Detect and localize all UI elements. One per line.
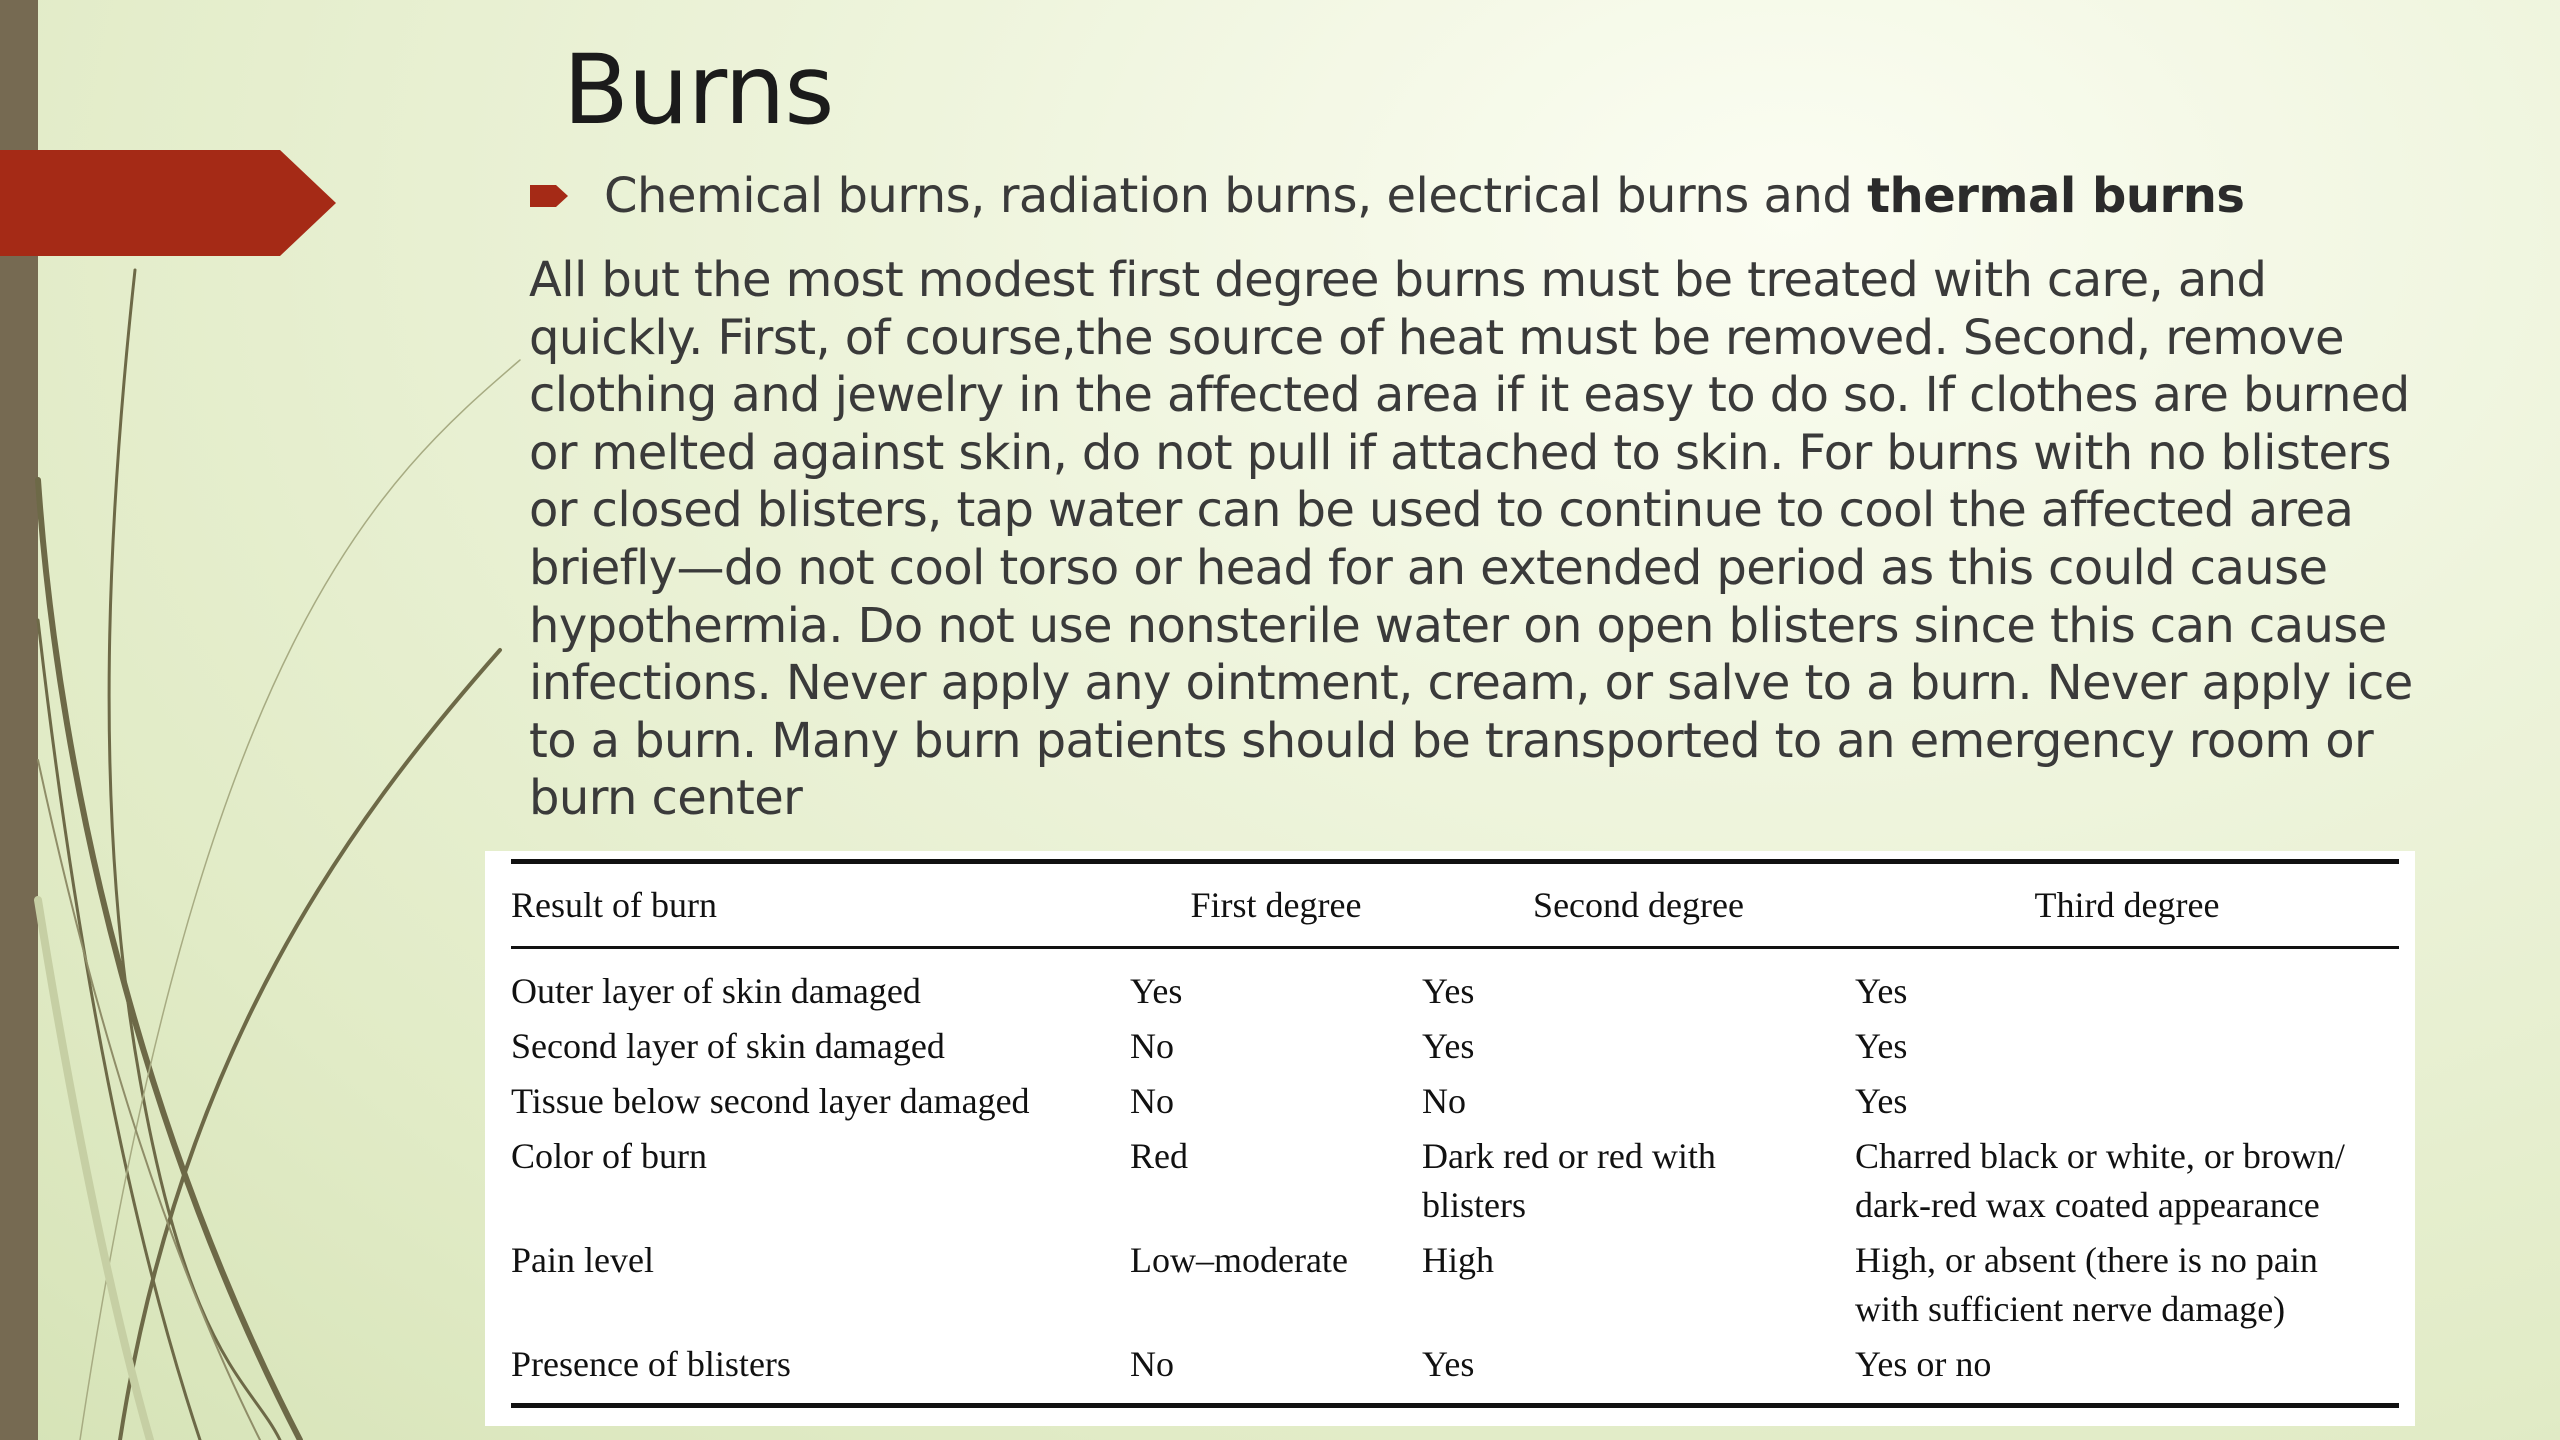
table-cell: Yes — [1855, 1081, 1908, 1121]
table-cell: Yes — [1855, 971, 1908, 1011]
bullet-item — [530, 168, 2244, 224]
table-cell: Yes — [1422, 971, 1475, 1011]
body-paragraph: All but the most modest first degree burns must be treated with care, and quickly. First, of course,the source of heat must be removed. Second, remove clothing and jewelry in the affected area if it easy to do so. If clothes are burned or melted against skin, do not pull if attached to skin. For burns with no blisters or closed blisters, tap water can be used to continue to cool the affected area briefly—do not cool torso or head for an extended period as this could cause hypothermia. Do not use nonsterile water on open blisters since this can cause infections. Never apply any ointment, cream, or salve to a burn. Never apply ice to a burn. Many burn patients should be transported to an emergency room or burn center — [529, 252, 2413, 827]
table-cell: Yes — [1855, 1026, 1908, 1066]
burn-degree-table — [511, 859, 2399, 1408]
table-cell: Low–moderate — [1130, 1240, 1348, 1280]
table-cell: Charred black or white, or brown/ dark-red wax coated appearance — [1855, 1136, 2345, 1225]
table-cell: Yes — [1422, 1026, 1475, 1066]
table-row — [511, 1233, 2399, 1337]
table-row — [511, 1074, 2399, 1129]
header-result: Result of burn — [511, 862, 1130, 948]
header-first-degree: First degree — [1130, 862, 1422, 948]
table-cell: Dark red or red with blisters — [1422, 1136, 1716, 1225]
table-cell: Outer layer of skin damaged — [511, 971, 921, 1011]
table-cell: High, or absent (there is no pain with sufficient nerve damage) — [1855, 1240, 2318, 1329]
table-cell: Yes — [1422, 1344, 1475, 1384]
table-cell: Pain level — [511, 1240, 654, 1280]
header-third-degree: Third degree — [1855, 862, 2399, 948]
table-cell: Color of burn — [511, 1136, 707, 1176]
table-cell: Second layer of skin damaged — [511, 1026, 945, 1066]
table-cell: Presence of blisters — [511, 1344, 791, 1384]
table-cell: Yes — [1130, 971, 1183, 1011]
table-cell: No — [1130, 1081, 1174, 1121]
bullet-text-plain: Chemical burns, radiation burns, electrical burns and — [604, 168, 1868, 224]
bullet-text — [604, 168, 2244, 224]
table-cell: No — [1422, 1081, 1466, 1121]
table-cell: Red — [1130, 1136, 1188, 1176]
table-cell: Yes or no — [1855, 1344, 1992, 1384]
burn-table-image — [485, 851, 2415, 1426]
header-second-degree: Second degree — [1422, 862, 1855, 948]
bullet-text-bold: thermal burns — [1867, 168, 2245, 224]
table-cell: High — [1422, 1240, 1494, 1280]
title-arrow-marker — [0, 150, 336, 256]
table-cell: No — [1130, 1344, 1174, 1384]
table-row — [511, 948, 2399, 1020]
table-row — [511, 1337, 2399, 1406]
table-row — [511, 1129, 2399, 1233]
slide-title: Burns — [563, 34, 834, 146]
table-cell: No — [1130, 1026, 1174, 1066]
table-cell: Tissue below second layer damaged — [511, 1081, 1030, 1121]
table-header-row — [511, 862, 2399, 948]
table-row — [511, 1019, 2399, 1074]
arrow-bullet-icon — [530, 179, 570, 213]
